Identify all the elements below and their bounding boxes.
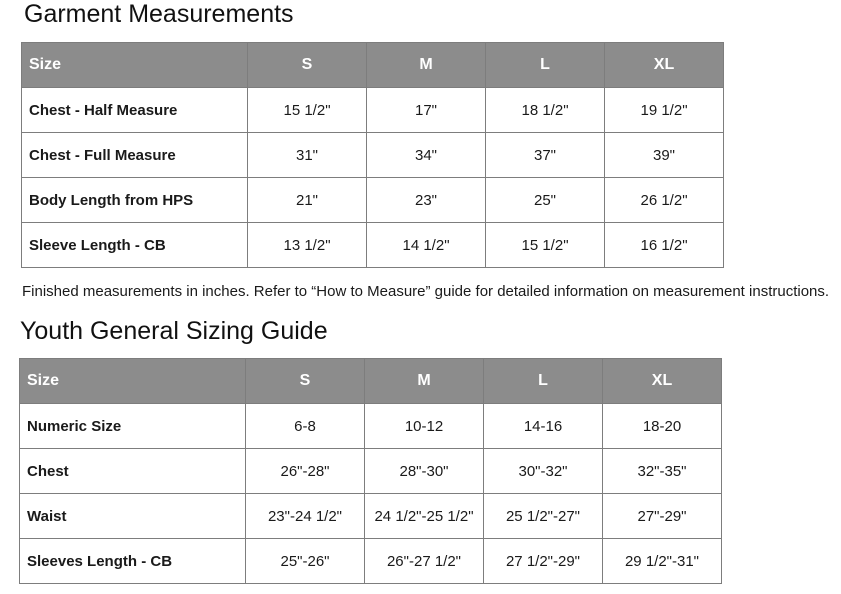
table-cell: 14-16	[484, 404, 603, 449]
header-cell-s: S	[246, 359, 365, 404]
table-cell: 18-20	[603, 404, 722, 449]
row-label: Sleeves Length - CB	[20, 539, 246, 584]
table-cell: 30"-32"	[484, 449, 603, 494]
youth-sizing-table	[19, 358, 722, 584]
header-cell-l: L	[484, 359, 603, 404]
header-cell-m: M	[365, 359, 484, 404]
table-cell: 17"	[367, 88, 486, 133]
header-cell-xl: XL	[605, 43, 724, 88]
youth-sizing-guide-title: Youth General Sizing Guide	[20, 317, 328, 345]
header-cell-size: Size	[22, 43, 248, 88]
table-cell: 29 1/2"-31"	[603, 539, 722, 584]
table-cell: 10-12	[365, 404, 484, 449]
table-cell: 26"-28"	[246, 449, 365, 494]
header-cell-s: S	[248, 43, 367, 88]
header-cell-l: L	[486, 43, 605, 88]
table-cell: 24 1/2"-25 1/2"	[365, 494, 484, 539]
garment-measurements-title: Garment Measurements	[24, 0, 294, 28]
table-cell: 37"	[486, 133, 605, 178]
table-cell: 25 1/2"-27"	[484, 494, 603, 539]
header-cell-size: Size	[20, 359, 246, 404]
table-row	[20, 494, 722, 539]
header-cell-xl: XL	[603, 359, 722, 404]
table-cell: 6-8	[246, 404, 365, 449]
row-label: Waist	[20, 494, 246, 539]
table-cell: 31"	[248, 133, 367, 178]
table-cell: 19 1/2"	[605, 88, 724, 133]
row-label: Numeric Size	[20, 404, 246, 449]
table-header-row	[22, 43, 724, 88]
table-cell: 26"-27 1/2"	[365, 539, 484, 584]
table-cell: 26 1/2"	[605, 178, 724, 223]
row-label: Sleeve Length - CB	[22, 223, 248, 268]
table-row	[20, 449, 722, 494]
row-label: Body Length from HPS	[22, 178, 248, 223]
table-cell: 13 1/2"	[248, 223, 367, 268]
row-label: Chest - Full Measure	[22, 133, 248, 178]
table-cell: 39"	[605, 133, 724, 178]
table-cell: 14 1/2"	[367, 223, 486, 268]
header-cell-m: M	[367, 43, 486, 88]
garment-measurements-table	[21, 42, 724, 268]
row-label: Chest	[20, 449, 246, 494]
table-row	[20, 404, 722, 449]
table-cell: 15 1/2"	[248, 88, 367, 133]
table-cell: 18 1/2"	[486, 88, 605, 133]
table-row	[20, 539, 722, 584]
row-label: Chest - Half Measure	[22, 88, 248, 133]
table-cell: 32"-35"	[603, 449, 722, 494]
table-cell: 27"-29"	[603, 494, 722, 539]
table-cell: 23"-24 1/2"	[246, 494, 365, 539]
table-cell: 23"	[367, 178, 486, 223]
table-cell: 15 1/2"	[486, 223, 605, 268]
table-cell: 25"	[486, 178, 605, 223]
table-cell: 34"	[367, 133, 486, 178]
table-cell: 27 1/2"-29"	[484, 539, 603, 584]
table-cell: 25"-26"	[246, 539, 365, 584]
table-row	[22, 133, 724, 178]
table-row	[22, 178, 724, 223]
table-cell: 21"	[248, 178, 367, 223]
table-row	[22, 223, 724, 268]
table-row	[22, 88, 724, 133]
table-header-row	[20, 359, 722, 404]
table-cell: 16 1/2"	[605, 223, 724, 268]
measurement-note: Finished measurements in inches. Refer to “How to Measure” guide for detailed information on measurement instructions.	[22, 283, 830, 300]
table-cell: 28"-30"	[365, 449, 484, 494]
